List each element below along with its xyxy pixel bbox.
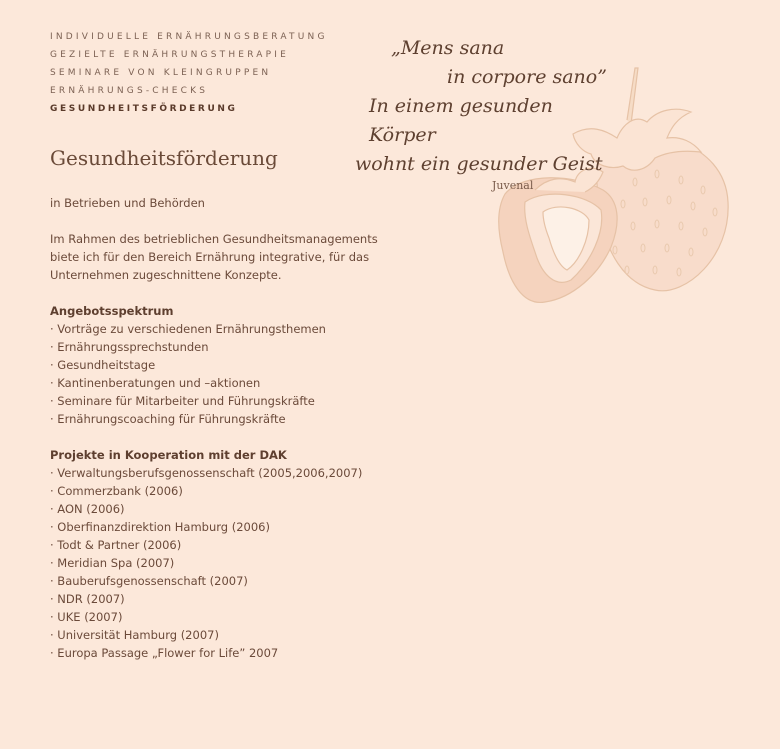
list-item: · Ernährungssprechstunden [50, 340, 209, 354]
list-item: · Verwaltungsberufsgenossenschaft (2005,2006,2007) [50, 466, 363, 480]
list-item: · Bauberufsgenossenschaft (2007) [50, 574, 248, 588]
page-subtitle: in Betrieben und Behörden [50, 196, 205, 210]
quote-line-1: „Mens sana [391, 37, 505, 59]
main-navigation [50, 28, 328, 118]
list-item: · Oberfinanzdirektion Hamburg (2006) [50, 520, 270, 534]
list-item: · Seminare für Mitarbeiter und Führungskräfte [50, 394, 315, 408]
list-item: · Gesundheitstage [50, 358, 156, 372]
list-item: · UKE (2007) [50, 610, 123, 624]
nav-item-seminare[interactable]: SEMINARE VON KLEINGRUPPEN [50, 68, 272, 78]
offers-list [50, 320, 410, 428]
nav-item-gesundheitsfoerderung[interactable]: GESUNDHEITSFÖRDERUNG [50, 104, 238, 114]
list-item: · Meridian Spa (2007) [50, 556, 175, 570]
quote-line-2: in corpore sano” [447, 66, 607, 88]
nav-item-gezielte-ernaehrungstherapie[interactable]: GEZIELTE ERNÄHRUNGSTHERAPIE [50, 50, 290, 60]
list-item: · Ernährungscoaching für Führungskräfte [50, 412, 286, 426]
nav-item-ernaehrungs-checks[interactable]: ERNÄHRUNGS-CHECKS [50, 86, 209, 96]
page-title: Gesundheitsförderung [50, 146, 278, 170]
list-item: · Kantinenberatungen und –aktionen [50, 376, 261, 390]
list-item: · Commerzbank (2006) [50, 484, 183, 498]
projects-heading: Projekte in Kooperation mit der DAK [50, 448, 287, 462]
list-item: · NDR (2007) [50, 592, 125, 606]
list-item: · Vorträge zu verschiedenen Ernährungsthemen [50, 322, 326, 336]
list-item: · Todt & Partner (2006) [50, 538, 182, 552]
quote-line-4: wohnt ein gesunder Geist [355, 153, 603, 175]
quote-line-3: In einem gesunden Körper [369, 95, 553, 146]
projects-list [50, 464, 410, 662]
nav-item-individuelle-ernaehrungsberatung[interactable]: INDIVIDUELLE ERNÄHRUNGSBERATUNG [50, 32, 328, 42]
list-item: · Europa Passage „Flower for Life” 2007 [50, 646, 279, 660]
main-content [50, 145, 410, 662]
quote-author: Juvenal [492, 179, 534, 192]
intro-paragraph: Im Rahmen des betrieblichen Gesundheitsmanagements biete ich für den Bereich Ernährung integrative, für das Unternehmen zugeschnittene Konzepte. [50, 232, 378, 282]
list-item: · Universität Hamburg (2007) [50, 628, 219, 642]
offers-heading: Angebotsspektrum [50, 304, 174, 318]
list-item: · AON (2006) [50, 502, 125, 516]
